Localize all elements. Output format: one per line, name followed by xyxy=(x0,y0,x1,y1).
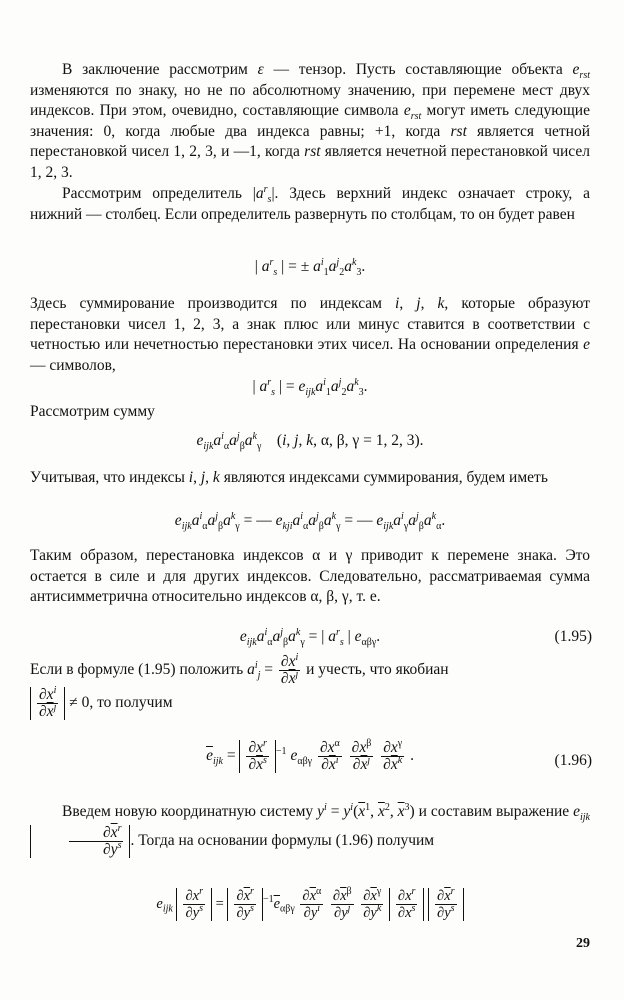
paragraph-antisymmetric: Таким образом, перестановка индексов α и γ приводит к перемене знака. Это остается в силе и для других индексов. Следовательно, рассматриваемая сумма антисимметрична относительно индексов α, β, γ, т. е. xyxy=(30,547,590,605)
equation-sum: $e_{ijk}a^i_\alpha a^j_\beta a^k_\gamma$ (i, j, k, α, β, γ = 1, 2, 3). xyxy=(196,430,424,453)
equation-number-1-95: (1.95) xyxy=(554,628,592,645)
equation-permutation: $e_{ijk}a^i_\alpha a^j_\beta a^k_\gamma$ = — $e_{kji}a^i_\alpha a^j_\beta a^k_\gamma$ = — $e_{ijk}a^i_\gamma a^j_\beta a^k_\alpha$. xyxy=(174,510,446,533)
equation-determinant-expansion: | $a^r_s$ | = ± $a^i_1a^j_2a^k_3$. xyxy=(254,256,366,279)
equation-transformed: $e_{ijk}$ $\frac{\partial x^r}{\partial y^s}$ = $\frac{\partial\overline{x}^r}{\partial y^s}$ $^{-1}\overline{e}_{\alpha\beta\gamma}$ $\frac{\partial\overline{x}^\alpha}{\partial y^i}$ $\frac{\partial\overline{x}^\beta}{\partial y^j}$ $\frac{\partial\overline{x}^\gamma}{\partial y^k}$ $\frac{\partial x^r}{\partial\overline{x}^s}$ $\frac{\partial\overline{x}^r}{\partial y^s}$ xyxy=(30,888,590,921)
equation-determinant-e-symbol: | $a^r_s$ | = $e_{ijk}a^i_1a^j_2a^k_3$. xyxy=(252,376,368,399)
equation-1-95: $e_{ijk}a^i_\alpha a^j_\beta a^k_\gamma$ = | $a^r_s$ | $e_{\alpha\beta\gamma}$. xyxy=(239,626,381,649)
paragraph-consider-sum: Рассмотрим сумму xyxy=(30,403,155,420)
paragraph-epsilon-tensor: В заключение рассмотрим ε — тензор. Пусть составляющие объекта $e_{rst}$ изменяются по знаку, но не по абсолютному значению, при перемене мест двух индексов. При этом, очевидно, составляющие символа $e_{rst}$ могут иметь следующие значения: 0, когда любые два индекса равны; +1, когда rst является четной перестановкой чисел 1, 2, 3, и —1, когда rst является нечетной перестановкой чисел 1, 2, 3. xyxy=(30,61,590,181)
paragraph-summation: Здесь суммирование производится по индексам i, j, k, которые образуют перестановки чисел 1, 2, 3, а знак плюс или минус ставится в соответствии с четностью или нечетностью перестановки этих чисел. На основании определения e — символов, xyxy=(30,295,591,374)
equation-1-96: $\overline{e}_{ijk}$ = $\frac{\partial x^r}{\partial\overline{x}^s}$ $^{-1}$ $e_{\alpha\beta\gamma}$ $\frac{\partial x^\alpha}{\partial\overline{x}^i}$ $\frac{\partial x^\beta}{\partial\overline{x}^j}$ $\frac{\partial x^\gamma}{\partial\overline{x}^k}$ . xyxy=(206,737,414,773)
page-number: 29 xyxy=(576,936,590,951)
equation-number-1-96: (1.96) xyxy=(554,752,592,769)
paragraph-determinant: Рассмотрим определитель $|a^r_s|$. Здесь верхний индекс означает строку, а нижний — столбец. Если определитель развернуть по столбцам, то он будет равен xyxy=(30,183,590,223)
paragraph-summation-indices: Учитывая, что индексы i, j, k являются индексами суммирования, будем иметь xyxy=(30,469,548,486)
paragraph-new-coordinates: Введем новую координатную систему $y^i = y^i(\overline{x}^1$, $\overline{x}^2$, $\overline{x}^3$) и составим выражение $e_{ijk}$ $\frac{\partial\overline{x}^r}{\partial y^s}$ . Тогда на основании формулы (1.96) получим xyxy=(30,798,590,858)
paragraph-jacobian: Если в формуле (1.95) положить $a^i_j$ = $\frac{\partial x^i}{\partial\overline{x}^j}$ и учесть, что якобиан $\frac{\partial x^i}{\partial\overline{x}^j}$ ≠ 0, то получим xyxy=(30,651,449,720)
